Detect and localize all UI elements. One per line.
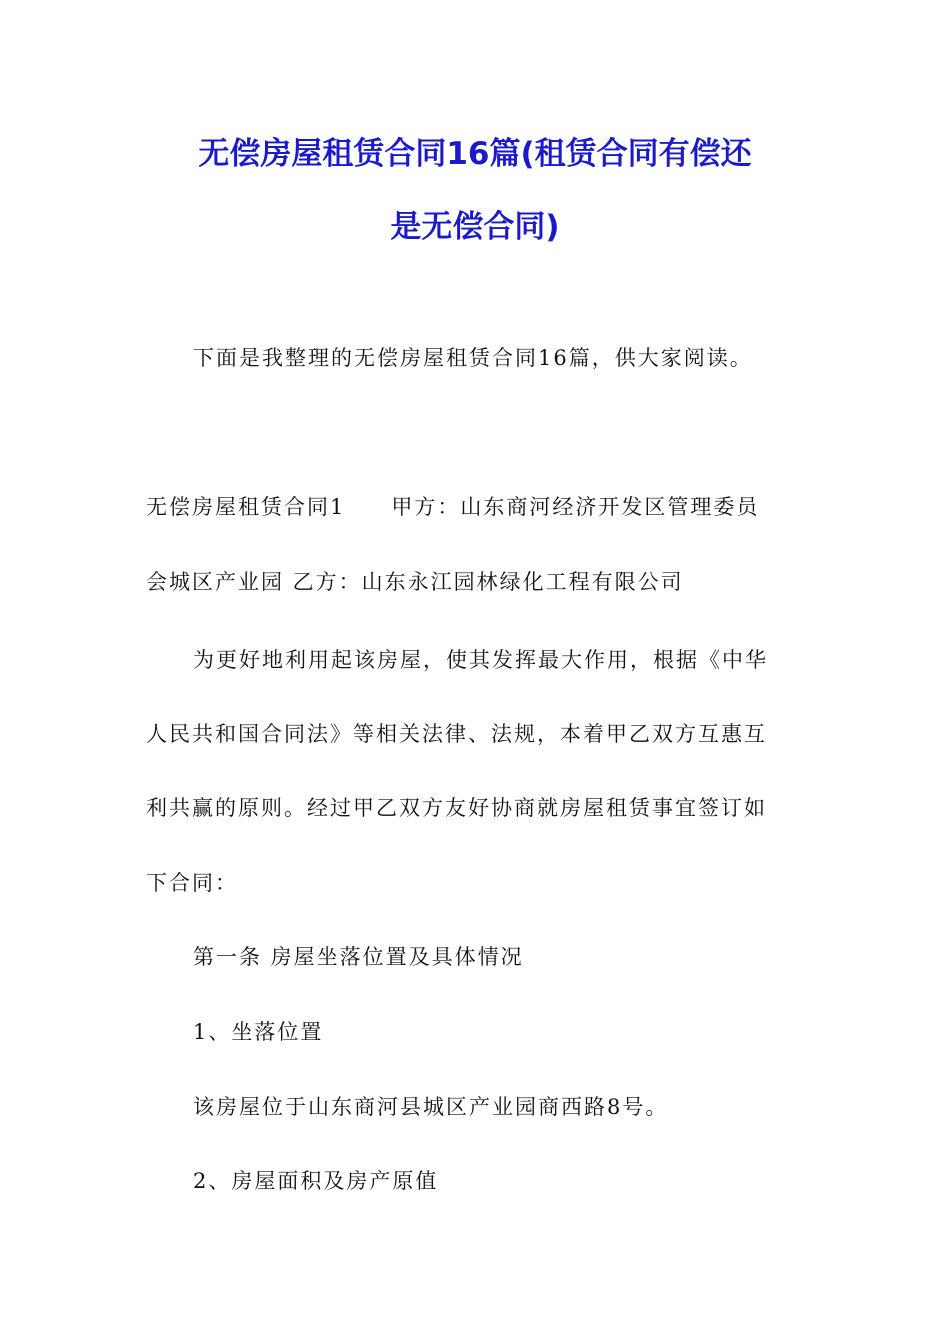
document-title-line-1: 无偿房屋租赁合同16篇(租赁合同有偿还	[198, 136, 752, 172]
list-item: 1、坐落位置	[193, 1020, 324, 1044]
body-line: 该房屋位于山东商河县城区产业园商西路8号。	[193, 1095, 669, 1119]
document-title-line-2: 是无偿合同)	[390, 209, 560, 245]
list-item: 2、房屋面积及房产原值	[193, 1169, 439, 1193]
body-line: 会城区产业园 乙方：山东永江园林绿化工程有限公司	[146, 570, 684, 594]
body-line: 无偿房屋租赁合同1 甲方：山东商河经济开发区管理委员	[146, 495, 760, 519]
section-heading: 第一条 房屋坐落位置及具体情况	[193, 945, 524, 969]
body-line: 为更好地利用起该房屋，使其发挥最大作用，根据《中华	[193, 648, 768, 672]
intro-paragraph: 下面是我整理的无偿房屋租赁合同16篇，供大家阅读。	[193, 346, 753, 370]
body-line: 人民共和国合同法》等相关法律、法规，本着甲乙双方互惠互	[146, 722, 767, 746]
body-line: 下合同：	[146, 871, 238, 895]
body-line: 利共赢的原则。经过甲乙双方友好协商就房屋租赁事宜签订如	[146, 796, 767, 820]
